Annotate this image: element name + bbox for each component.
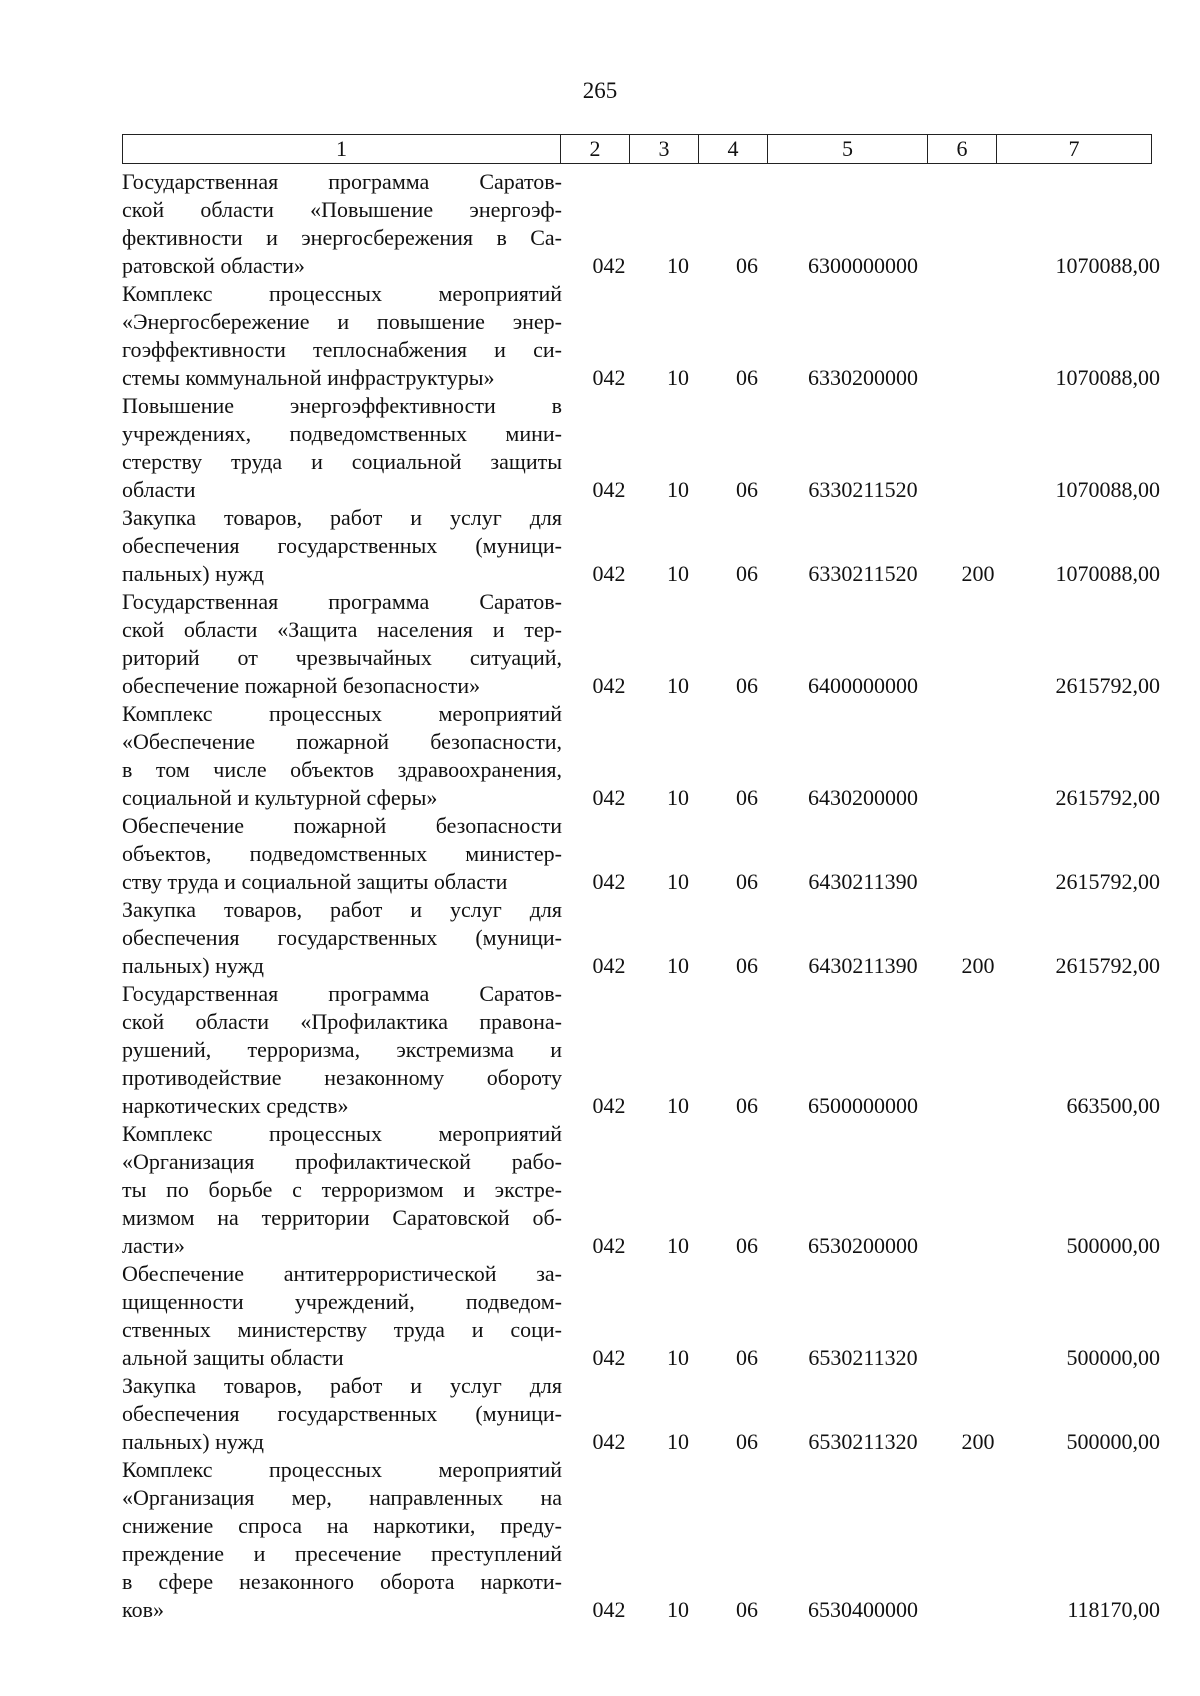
description-line: ратовской области» [122, 253, 305, 278]
cell-col-4: 06 [736, 953, 758, 978]
row-description [122, 280, 562, 392]
description-line: Государственная программа Саратов- [122, 169, 562, 194]
row-description [122, 392, 562, 504]
description-line: «Обеспечение пожарной безопасности, [122, 729, 562, 754]
cell-col-5: 6430211390 [808, 953, 918, 978]
header-col-6: 6 [928, 135, 997, 163]
cell-col-4: 06 [736, 1345, 758, 1370]
cell-col-3: 10 [667, 365, 689, 390]
table-row [122, 1260, 1162, 1372]
description-line: Комплекс процессных мероприятий [122, 1121, 562, 1146]
description-line: обеспечения государственных (муници- [122, 533, 562, 558]
description-line: ской области «Защита населения и тер- [122, 617, 562, 642]
cell-col-7: 1070088,00 [1055, 253, 1160, 278]
row-description [122, 700, 562, 812]
description-line: противодействие незаконному обороту [122, 1065, 562, 1090]
description-line: ков» [122, 1597, 164, 1622]
table-row [122, 700, 1162, 812]
description-line: ты по борьбе с терроризмом и экстре- [122, 1177, 562, 1202]
header-col-3: 3 [630, 135, 699, 163]
table-row [122, 1372, 1162, 1456]
cell-col-7: 2615792,00 [1055, 673, 1160, 698]
cell-col-2: 042 [592, 1429, 626, 1454]
description-line: Повышение энергоэффективности в [122, 393, 562, 418]
description-line: в сфере незаконного оборота наркоти- [122, 1569, 562, 1594]
description-line: мизмом на территории Саратовской об- [122, 1205, 562, 1230]
description-line: обеспечения государственных (муници- [122, 925, 562, 950]
description-line: гоэффективности теплоснабжения и си- [122, 337, 562, 362]
cell-col-4: 06 [736, 1093, 758, 1118]
cell-col-3: 10 [667, 953, 689, 978]
cell-col-7: 500000,00 [1066, 1345, 1160, 1370]
header-col-2: 2 [561, 135, 630, 163]
table-row [122, 1120, 1162, 1260]
description-line: «Организация мер, направленных на [122, 1485, 562, 1510]
cell-col-4: 06 [736, 1233, 758, 1258]
description-line: преждение и пресечение преступлений [122, 1541, 562, 1566]
cell-col-7: 1070088,00 [1055, 477, 1160, 502]
cell-col-6: 200 [961, 953, 995, 978]
description-line: ской области «Профилактика правона- [122, 1009, 562, 1034]
description-line: «Организация профилактической рабо- [122, 1149, 562, 1174]
cell-col-7: 663500,00 [1066, 1093, 1160, 1118]
cell-col-2: 042 [592, 1597, 626, 1622]
description-line: области [122, 477, 196, 502]
cell-col-4: 06 [736, 253, 758, 278]
cell-col-3: 10 [667, 1093, 689, 1118]
description-line: Обеспечение антитеррористической за- [122, 1261, 562, 1286]
row-description [122, 1260, 562, 1372]
description-line: Государственная программа Саратов- [122, 589, 562, 614]
cell-col-4: 06 [736, 785, 758, 810]
cell-col-2: 042 [592, 1345, 626, 1370]
header-col-5: 5 [768, 135, 928, 163]
cell-col-3: 10 [667, 673, 689, 698]
description-line: социальной и культурной сферы» [122, 785, 438, 810]
cell-col-2: 042 [592, 869, 626, 894]
cell-col-5: 6430200000 [808, 785, 918, 810]
cell-col-2: 042 [592, 1093, 626, 1118]
row-description [122, 980, 562, 1120]
row-description [122, 1120, 562, 1260]
cell-col-6: 200 [961, 561, 995, 586]
description-line: стемы коммунальной инфраструктуры» [122, 365, 495, 390]
description-line: Закупка товаров, работ и услуг для [122, 1373, 562, 1398]
description-line: щищенности учреждений, подведом- [122, 1289, 562, 1314]
cell-col-7: 500000,00 [1066, 1233, 1160, 1258]
table-row [122, 588, 1162, 700]
cell-col-4: 06 [736, 869, 758, 894]
row-description [122, 168, 562, 280]
description-line: Комплекс процессных мероприятий [122, 281, 562, 306]
row-description [122, 812, 562, 896]
cell-col-2: 042 [592, 477, 626, 502]
cell-col-7: 2615792,00 [1055, 785, 1160, 810]
description-line: ской области «Повышение энергоэф- [122, 197, 562, 222]
page-number: 265 [582, 78, 618, 103]
cell-col-2: 042 [592, 1233, 626, 1258]
cell-col-6: 200 [961, 1429, 995, 1454]
row-description [122, 896, 562, 980]
cell-col-4: 06 [736, 477, 758, 502]
cell-col-2: 042 [592, 253, 626, 278]
cell-col-4: 06 [736, 365, 758, 390]
description-line: «Энергосбережение и повышение энер- [122, 309, 562, 334]
cell-col-5: 6330211520 [808, 561, 918, 586]
cell-col-5: 6330211520 [808, 477, 918, 502]
description-line: ству труда и социальной защиты области [122, 869, 508, 894]
header-col-7: 7 [1068, 136, 1080, 161]
cell-col-2: 042 [592, 365, 626, 390]
description-line: стерству труда и социальной защиты [122, 449, 562, 474]
row-description [122, 504, 562, 588]
cell-col-4: 06 [736, 561, 758, 586]
description-line: пальных) нужд [122, 1429, 265, 1454]
cell-col-5: 6530400000 [808, 1597, 918, 1622]
row-description [122, 1372, 562, 1456]
header-col-1: 1 [123, 135, 561, 163]
cell-col-5: 6530211320 [808, 1429, 918, 1454]
cell-col-4: 06 [736, 1429, 758, 1454]
description-line: фективности и энергосбережения в Са- [122, 225, 562, 250]
description-line: ственных министерству труда и соци- [122, 1317, 562, 1342]
description-line: Комплекс процессных мероприятий [122, 1457, 562, 1482]
cell-col-7: 118170,00 [1067, 1597, 1160, 1622]
description-line: Закупка товаров, работ и услуг для [122, 897, 562, 922]
cell-col-7: 1070088,00 [1055, 365, 1160, 390]
description-line: обеспечение пожарной безопасности» [122, 673, 481, 698]
description-line: рушений, терроризма, экстремизма и [122, 1037, 562, 1062]
row-description [122, 1456, 562, 1624]
table-row [122, 980, 1162, 1120]
cell-col-5: 6300000000 [808, 253, 918, 278]
description-line: Закупка товаров, работ и услуг для [122, 505, 562, 530]
table-row [122, 1456, 1162, 1624]
cell-col-4: 06 [736, 1597, 758, 1622]
header-col-4: 4 [699, 135, 768, 163]
cell-col-7: 500000,00 [1066, 1429, 1160, 1454]
cell-col-7: 1070088,00 [1055, 561, 1160, 586]
cell-col-5: 6530200000 [808, 1233, 918, 1258]
table-row [122, 504, 1162, 588]
description-line: Комплекс процессных мероприятий [122, 701, 562, 726]
description-line: снижение спроса на наркотики, преду- [122, 1513, 562, 1538]
table-row [122, 392, 1162, 504]
description-line: наркотических средств» [122, 1093, 349, 1118]
description-line: ласти» [122, 1233, 185, 1258]
table-row [122, 896, 1162, 980]
table-row [122, 812, 1162, 896]
table-row [122, 280, 1162, 392]
cell-col-3: 10 [667, 1429, 689, 1454]
row-description [122, 588, 562, 700]
description-line: обеспечения государственных (муници- [122, 1401, 562, 1426]
table-row [122, 168, 1162, 280]
description-line: Обеспечение пожарной безопасности [122, 813, 562, 838]
cell-col-5: 6500000000 [808, 1093, 918, 1118]
description-line: учреждениях, подведомственных мини- [122, 421, 562, 446]
cell-col-3: 10 [667, 561, 689, 586]
cell-col-3: 10 [667, 1345, 689, 1370]
cell-col-3: 10 [667, 477, 689, 502]
cell-col-2: 042 [592, 953, 626, 978]
cell-col-7: 2615792,00 [1055, 953, 1160, 978]
description-line: в том числе объектов здравоохранения, [122, 757, 562, 782]
cell-col-2: 042 [592, 673, 626, 698]
cell-col-5: 6330200000 [808, 365, 918, 390]
cell-col-3: 10 [667, 1597, 689, 1622]
cell-col-7: 2615792,00 [1055, 869, 1160, 894]
cell-col-3: 10 [667, 253, 689, 278]
cell-col-4: 06 [736, 673, 758, 698]
description-line: альной защиты области [122, 1345, 344, 1370]
description-line: объектов, подведомственных министер- [122, 841, 562, 866]
description-line: Государственная программа Саратов- [122, 981, 562, 1006]
cell-col-2: 042 [592, 561, 626, 586]
cell-col-3: 10 [667, 869, 689, 894]
table-body [122, 168, 1162, 1624]
table-header [122, 134, 1152, 164]
cell-col-5: 6430211390 [808, 869, 918, 894]
description-line: пальных) нужд [122, 561, 265, 586]
description-line: пальных) нужд [122, 953, 265, 978]
cell-col-3: 10 [667, 785, 689, 810]
description-line: риторий от чрезвычайных ситуаций, [122, 645, 562, 670]
cell-col-3: 10 [667, 1233, 689, 1258]
cell-col-5: 6530211320 [808, 1345, 918, 1370]
cell-col-5: 6400000000 [808, 673, 918, 698]
cell-col-2: 042 [592, 785, 626, 810]
